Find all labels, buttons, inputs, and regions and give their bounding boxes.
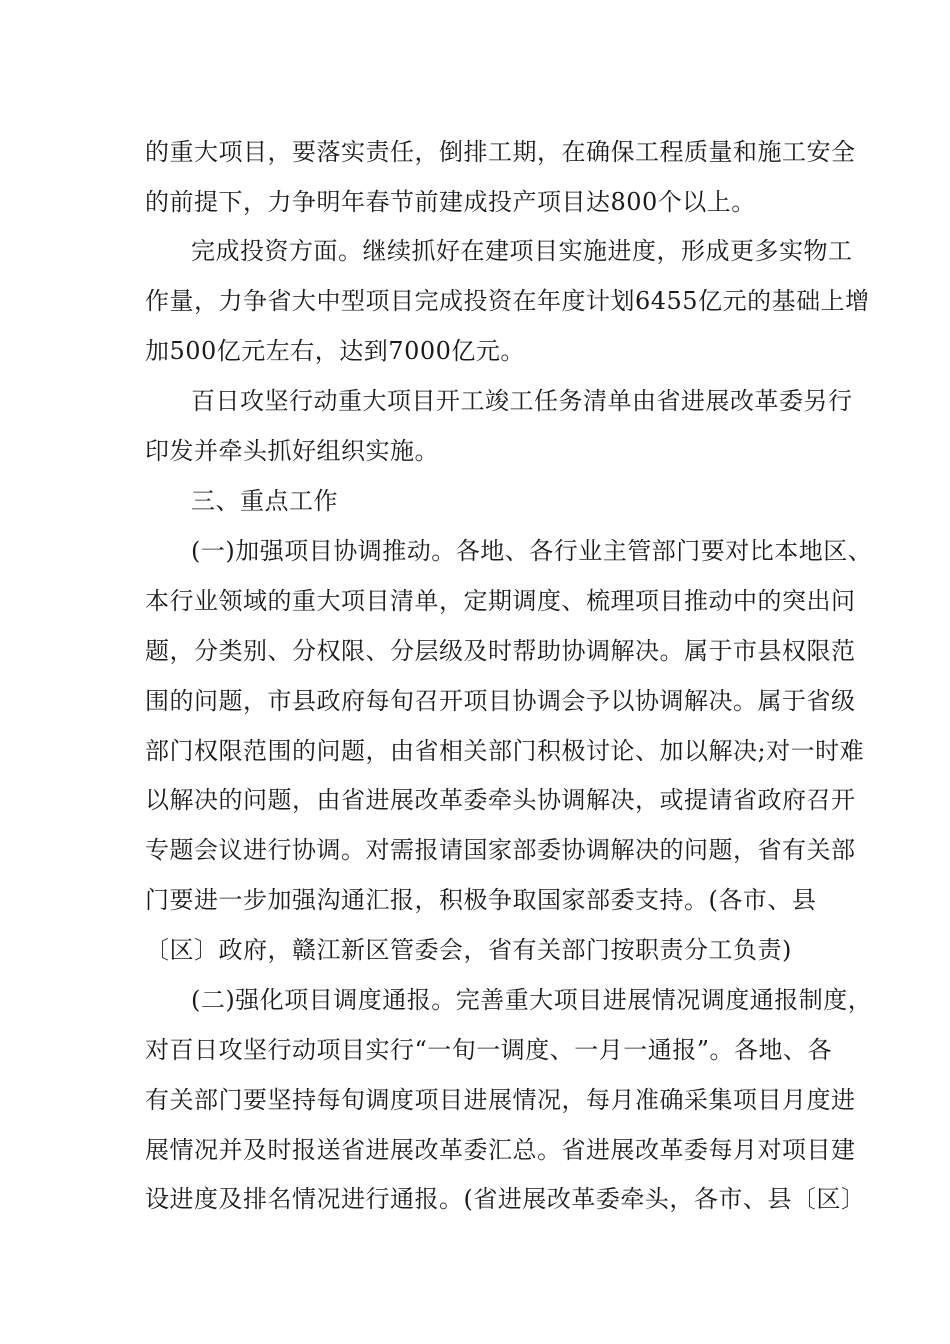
text-line: 加500亿元左右，达到7000亿元。	[145, 337, 525, 365]
text-line: 本行业领域的重大项目清单，定期调度、梳理项目推动中的突出问	[145, 587, 856, 615]
text-line: 设进度及排名情况进行通报。(省进展改革委牵头，各市、县〔区〕	[145, 1185, 866, 1213]
text-line: 以解决的问题，由省进展改革委牵头协调解决，或提请省政府召开	[145, 786, 856, 814]
text-line: 部门权限范围的问题，由省相关部门积极讨论、加以解决;对一时难	[145, 737, 865, 765]
section-heading: 三、重点工作	[191, 487, 338, 515]
text-line: 有关部门要坚持每旬调度项目进展情况，每月准确采集项目月度进	[145, 1086, 856, 1114]
text-line: 印发并牵头抓好组织实施。	[145, 437, 439, 465]
text-line: 围的问题，市县政府每旬召开项目协调会予以协调解决。属于省级	[145, 687, 856, 715]
text-line: 的前提下，力争明年春节前建成投产项目达800个以上。	[145, 188, 756, 216]
text-line: 专题会议进行协调。对需报请国家部委协调解决的问题，省有关部	[145, 836, 856, 864]
paragraph-first-line: (一)加强项目协调推动。各地、各行业主管部门要对比本地区、	[191, 537, 873, 565]
paragraph-first-line: 百日攻坚行动重大项目开工竣工任务清单由省进展改革委另行	[191, 387, 853, 415]
paragraph-first-line: (二)强化项目调度通报。完善重大项目进展情况调度通报制度，	[191, 986, 873, 1014]
text-line: 题，分类别、分权限、分层级及时帮助协调解决。属于市县权限范	[145, 637, 856, 665]
paragraph-first-line: 完成投资方面。继续抓好在建项目实施进度，形成更多实物工	[191, 237, 853, 265]
text-line: 展情况并及时报送省进展改革委汇总。省进展改革委每月对项目建	[145, 1136, 856, 1164]
text-line: 作量，力争省大中型项目完成投资在年度计划6455亿元的基础上增	[145, 287, 870, 315]
text-line: 门要进一步加强沟通汇报，积极争取国家部委支持。(各市、县	[145, 886, 817, 914]
text-line: 的重大项目，要落实责任，倒排工期，在确保工程质量和施工安全	[145, 138, 856, 166]
text-line: 对百日攻坚行动项目实行“一旬一调度、一月一通报”。各地、各	[145, 1036, 833, 1064]
text-line: 〔区〕政府，赣江新区管委会，省有关部门按职责分工负责)	[145, 936, 792, 964]
